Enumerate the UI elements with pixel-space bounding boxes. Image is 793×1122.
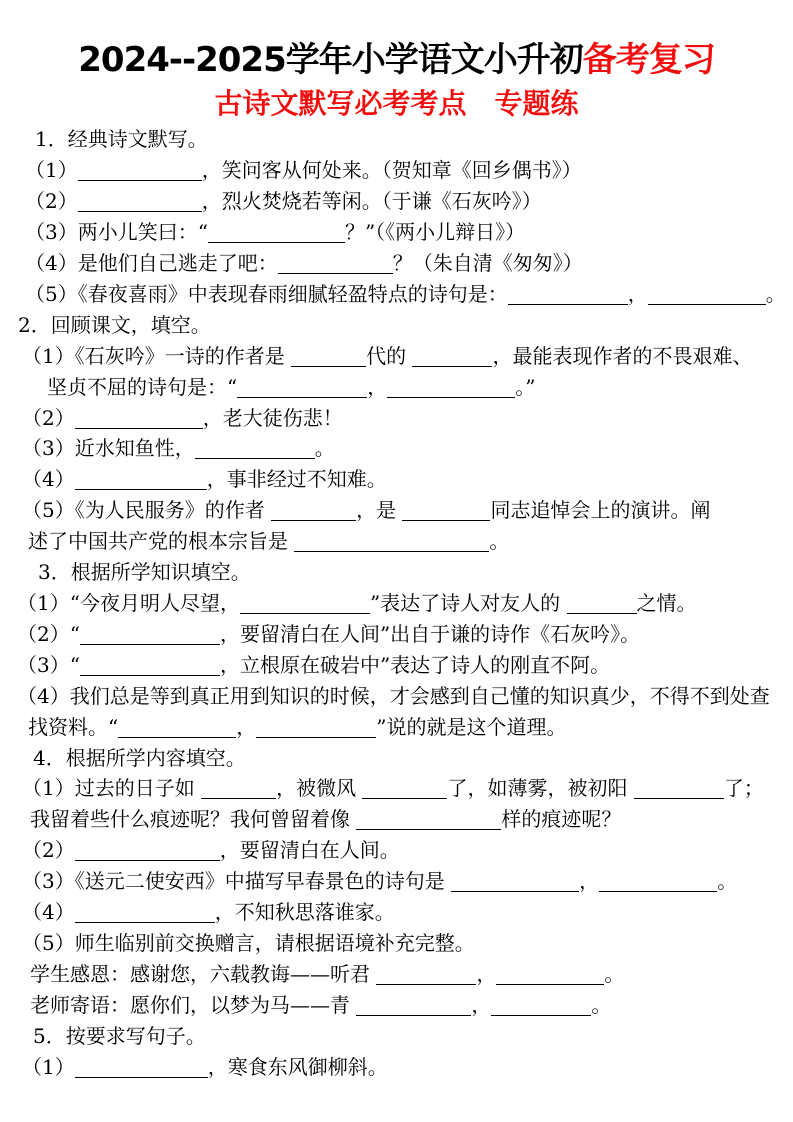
text-run: （5）《春夜喜雨》中表现春雨细腻轻盈特点的诗句是： — [25, 281, 508, 306]
text-run: （3）两小儿笑曰：“ — [25, 220, 208, 245]
text-run: ，被微风 — [276, 776, 363, 801]
text-line — [0, 773, 793, 804]
text-line — [0, 526, 793, 557]
text-run: ，事非经过不知难。 — [206, 467, 387, 492]
text-run: ？（朱自清《匆匆》） — [392, 251, 583, 276]
text-line — [0, 866, 793, 897]
fill-in-blank — [256, 737, 376, 738]
document-title — [0, 40, 793, 81]
text-run: 。 — [717, 869, 738, 894]
text-line — [0, 712, 793, 743]
text-run: 之情。 — [636, 590, 697, 615]
text-run: ，笑问客从何处来。（贺知章《回乡偶书》） — [201, 158, 582, 183]
text-run: 样的痕迹呢？ — [501, 807, 622, 832]
text-run: ， — [471, 992, 492, 1017]
text-run: 找资料。“ — [28, 714, 119, 739]
text-run: （2） — [22, 838, 75, 863]
text-line — [0, 619, 793, 650]
fill-in-blank — [278, 273, 393, 274]
text-line — [0, 310, 793, 341]
text-run: 4．根据所学内容填空。 — [33, 745, 246, 770]
fill-in-blank — [356, 829, 501, 830]
text-run: （4）是他们自己逃走了吧： — [25, 251, 278, 276]
text-line — [0, 681, 793, 712]
text-run: 代的 — [366, 343, 413, 368]
text-run: ， — [627, 281, 648, 306]
text-run: 1．经典诗文默写。 — [35, 127, 208, 152]
text-run: 同志追悼会上的演讲。阐 — [490, 498, 711, 523]
fill-in-blank — [496, 984, 604, 985]
text-run: 。 — [489, 529, 510, 554]
text-run: ，不知秋思落谁家。 — [214, 900, 395, 925]
text-line — [0, 588, 793, 619]
title-text-red: 备考复习 — [582, 40, 715, 80]
fill-in-blank — [648, 304, 766, 305]
fill-in-blank — [80, 644, 220, 645]
text-run: 。” — [515, 374, 536, 399]
text-run: ， — [367, 374, 388, 399]
text-line — [0, 1021, 793, 1052]
text-run: （1）《石灰吟》一诗的作者是 — [22, 343, 292, 368]
fill-in-blank — [491, 1015, 591, 1016]
text-run: （5）《为人民服务》的作者 — [22, 498, 272, 523]
text-line — [0, 835, 793, 866]
text-run: ，烈火焚烧若等闲。（于谦《石灰吟》） — [201, 189, 542, 214]
text-line — [0, 650, 793, 681]
fill-in-blank — [201, 798, 276, 799]
document-subtitle: 古诗文默写必考考点 专题练 — [214, 86, 579, 120]
text-run: ，要留清白在人间。 — [219, 838, 400, 863]
text-line — [0, 928, 793, 959]
text-run: （1）过去的日子如 — [22, 776, 202, 801]
text-run: ， — [579, 869, 600, 894]
fill-in-blank — [237, 397, 367, 398]
fill-in-blank — [75, 922, 215, 923]
text-run: ，要留清白在人间”出自于谦的诗作《石灰吟》。 — [219, 621, 641, 646]
text-line — [0, 495, 793, 526]
fill-in-blank — [634, 798, 724, 799]
text-run: ，寒食东风御柳斜。 — [207, 1054, 388, 1079]
fill-in-blank — [75, 860, 220, 861]
text-run: ，老大徒伤悲！ — [202, 405, 343, 430]
text-run: （3）“ — [17, 652, 80, 677]
text-run: 5．按要求写句子。 — [33, 1023, 206, 1048]
fill-in-blank — [291, 366, 366, 367]
fill-in-blank — [294, 551, 489, 552]
fill-in-blank — [75, 1077, 208, 1078]
text-run: 了，如薄雾，被初阳 — [447, 776, 634, 801]
text-line — [0, 248, 793, 279]
text-line — [0, 124, 793, 155]
fill-in-blank — [567, 613, 637, 614]
text-run: 我留着些什么痕迹呢？我何曾留着像 — [30, 807, 357, 832]
fill-in-blank — [376, 984, 476, 985]
text-line — [0, 186, 793, 217]
text-run: ，立根原在破岩中”表达了诗人的刚直不阿。 — [219, 652, 611, 677]
text-run: （1） — [25, 158, 78, 183]
text-run: ，最能表现作者的不畏艰难、 — [492, 343, 753, 368]
fill-in-blank — [80, 675, 220, 676]
text-line — [0, 403, 793, 434]
fill-in-blank — [362, 798, 447, 799]
fill-in-blank — [75, 489, 207, 490]
text-line — [0, 464, 793, 495]
text-line — [0, 990, 793, 1021]
text-line — [0, 804, 793, 835]
text-run: 了； — [723, 776, 764, 801]
text-line — [0, 433, 793, 464]
fill-in-blank — [387, 397, 515, 398]
fill-in-blank — [412, 366, 492, 367]
text-run: （2）“ — [17, 621, 80, 646]
text-line — [0, 959, 793, 990]
text-run: （4） — [22, 467, 75, 492]
fill-in-blank — [78, 180, 202, 181]
fill-in-blank — [508, 304, 628, 305]
text-line — [0, 372, 793, 403]
text-run: 坚贞不屈的诗句是：“ — [47, 374, 238, 399]
fill-in-blank — [240, 613, 370, 614]
text-line — [0, 217, 793, 248]
fill-in-blank — [118, 737, 236, 738]
text-run: 学生感恩：感谢您，六载教诲——听君 — [30, 961, 377, 986]
text-line — [0, 279, 793, 310]
text-run: ， — [476, 961, 497, 986]
text-run: （1）“今夜月明人尽望， — [17, 590, 240, 615]
text-line — [0, 155, 793, 186]
text-run: 2．回顾课文，填空。 — [18, 312, 211, 337]
text-run: ”说的就是这个道理。 — [376, 714, 567, 739]
text-run: （2） — [22, 405, 75, 430]
text-run: 。 — [591, 992, 612, 1017]
title-text-black: 2024--2025学年小学语文小升初 — [78, 40, 583, 80]
text-run: ， — [236, 714, 257, 739]
text-line — [0, 557, 793, 588]
fill-in-blank — [271, 520, 356, 521]
text-line — [0, 1052, 793, 1083]
text-run: ，是 — [356, 498, 403, 523]
text-run: （4） — [22, 900, 75, 925]
text-run: 。 — [765, 281, 786, 306]
text-run: （4）我们总是等到真正用到知识的时候，才会感到自己懂的知识真少，不得不到处查 — [17, 683, 770, 708]
text-run: 述了中国共产党的根本宗旨是 — [28, 529, 295, 554]
text-run: 。 — [314, 436, 335, 461]
text-run: （5）师生临别前交换赠言，请根据语境补充完整。 — [22, 930, 475, 955]
text-run: ”表达了诗人对友人的 — [369, 590, 567, 615]
text-run: （2） — [25, 189, 78, 214]
fill-in-blank — [75, 428, 203, 429]
fill-in-blank — [78, 211, 202, 212]
text-line — [0, 341, 793, 372]
text-line — [0, 897, 793, 928]
fill-in-blank — [599, 891, 717, 892]
text-line — [0, 743, 793, 774]
text-run: 。 — [604, 961, 625, 986]
fill-in-blank — [402, 520, 490, 521]
text-run: （1） — [22, 1054, 75, 1079]
fill-in-blank — [195, 458, 315, 459]
fill-in-blank — [208, 242, 345, 243]
document-body — [0, 124, 793, 1082]
text-run: （3）近水知鱼性， — [22, 436, 195, 461]
text-run: ？”（《两小儿辩日》） — [344, 220, 526, 245]
text-run: （3）《送元二使安西》中描写早春景色的诗句是 — [22, 869, 452, 894]
text-run: 3．根据所学知识填空。 — [38, 560, 251, 585]
fill-in-blank — [356, 1015, 471, 1016]
fill-in-blank — [451, 891, 579, 892]
text-run: 老师寄语：愿你们，以梦为马——青 — [30, 992, 357, 1017]
